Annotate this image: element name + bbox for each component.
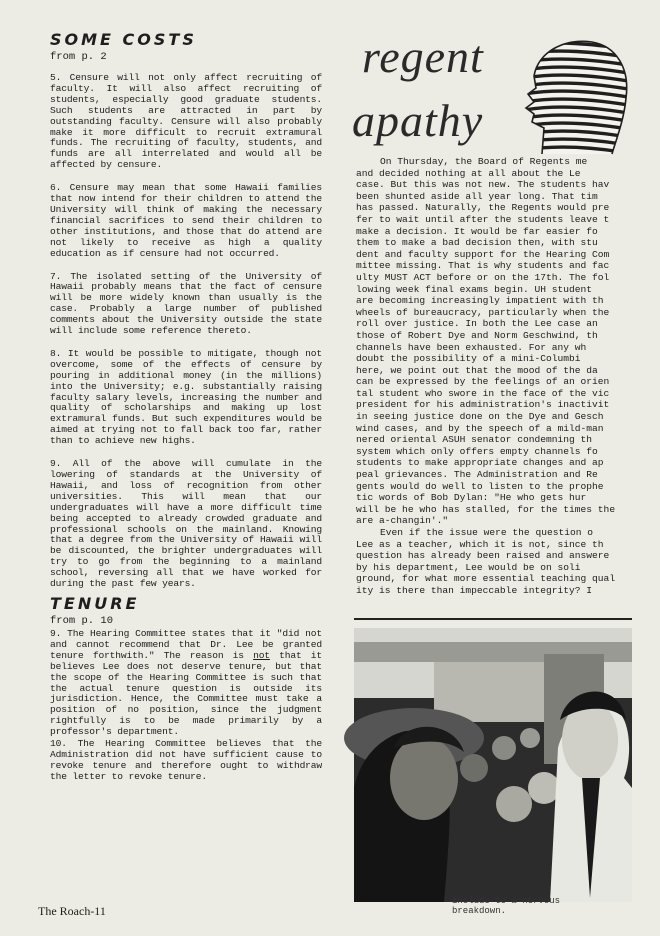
article-line: roll over justice. In both the Lee case an <box>356 318 598 330</box>
tenure-paragraph-9 <box>50 629 322 738</box>
meeting-photograph <box>354 628 632 902</box>
article-line: has passed. Naturally, the Regents would pre <box>356 202 610 214</box>
article-line: in seeing justice done on the Dye and Gesch <box>356 411 604 423</box>
article-line: dent and faculty support for the Hearing Com <box>356 248 610 260</box>
article-line: wind cases, and by the speech of a mild-man <box>356 422 604 434</box>
striped-head-illustration <box>504 36 634 154</box>
article-line: gents would do well to listen to the prophe <box>356 480 604 492</box>
some-costs-heading: SOME COSTS <box>50 30 197 49</box>
article-line: ground, for what more essential teaching qual <box>356 573 616 585</box>
article-line: students to make appropriate changes and ap <box>356 457 604 469</box>
article-line: tic words of Bob Dylan: "He who gets hur <box>356 492 587 504</box>
costs-paragraph-6: 6. Censure may mean that some Hawaii families that now intend for their children to attend the University will think of making the necessary financial sacrifices to send their children to other institutions, and those that do attend are not likely to receive as high a quality education as if censure had not occurred. <box>50 182 322 259</box>
tenure-p9-text-b: that it believes Lee does not deserve tenure, but that the scope of the Hearing Committee is such that the actual tenure question is outside its jurisdiction. Hence, the Committee must take a position of no position, since the judgment rightfully is to be made primarily by a professor's department. <box>50 649 322 738</box>
some-costs-continuation: from p. 2 <box>50 51 107 63</box>
regent-apathy-article <box>356 156 628 597</box>
article-line: make a decision. It would be far easier fo <box>356 225 598 237</box>
tenure-heading: TENURE <box>50 593 140 613</box>
article-line: lowing week final exams begin. UH student <box>356 283 593 295</box>
costs-paragraph-7: 7. The isolated setting of the University of Hawaii probably means that the fact of censure will be more widely known than usually is the case. Probably a large number of published comments about the University outside the state will include some reference thereto. <box>50 270 322 337</box>
article-line: case. But this was not new. The students hav <box>356 179 610 191</box>
article-line: president for his administration's inactivit <box>356 399 610 411</box>
article-line: doubt the possibility of a mini-Columbi <box>356 353 581 365</box>
photo-caption: include to a nervous breakdown. <box>452 896 561 916</box>
article-line: Even if the issue were the question o <box>380 527 594 538</box>
tenure-paragraph-10: 10. The Hearing Committee believes that the Administration did not have sufficient cause to revoke tenure and therefore ought to withdraw the letter to revoke tenure. <box>50 738 322 782</box>
article-line: been shunted aside all year long. That tim <box>356 190 598 202</box>
page-folio: The Roach-11 <box>38 904 106 918</box>
article-line: can be expressed by the feelings of an orien <box>356 376 610 388</box>
article-line: peal grievances. The Administration and Re <box>356 469 598 481</box>
article-line: fer to wait until after the students leave t <box>356 213 610 225</box>
article-line: here, we point out that the mood of the da <box>356 364 598 376</box>
article-line: are a-changin'." <box>356 515 449 527</box>
article-line: those of Robert Dye and Norm Geschwind, th <box>356 329 598 341</box>
article-line: and decided nothing at all about the Le <box>356 167 581 179</box>
left-column <box>50 30 322 784</box>
article-line: nered oriental ASUH senator condemning th <box>356 434 593 446</box>
article-line: Lee as a teacher, which it is not, since th <box>356 538 604 550</box>
article-line: ulty MUST ACT before or on the 17th. The fol <box>356 271 610 283</box>
article-line: wheels of bureaucracy, particularly when the <box>356 306 610 318</box>
article-line: are becoming increasingly impatient with th <box>356 295 604 307</box>
tenure-continuation: from p. 10 <box>50 614 114 627</box>
photo-divider-rule <box>354 618 632 620</box>
costs-paragraph-8: 8. It would be possible to mitigate, though not overcome, some of the effects of censure by pouring in additional money (in the millions) into the University; e.g. substantially raising faculty salary levels, increasing the number and quality of scholarships and making up lost extramural funds. But such expenditures would be aimed at trying not to fall back too far, rather than to achieve new highs. <box>50 347 322 447</box>
article-line: On Thursday, the Board of Regents me <box>380 156 588 167</box>
article-line: question has already been raised and answere <box>356 550 610 562</box>
article-line: will be he who has stalled, for the times the <box>356 503 616 515</box>
title-apathy: apathy <box>352 95 484 146</box>
costs-paragraph-9: 9. All of the above will cumulate in the lowering of standards at the University of Hawaii, and loss of recognition from other universities. This will mean that our undergraduates will have a more difficult time being accepted to already crowded graduate and professional schools on the mainland. Knowing that a degree from the University of Hawaii will be discounted, the brighter undergraduates will try to go from the beginning to a mainland school, reversing all that we have worked for during the past few years. <box>50 458 322 590</box>
tenure-p9-emphasis: not <box>253 649 270 661</box>
article-line: them to make a bad decision then, with stu <box>356 237 598 249</box>
article-line: ity is there than impeccable integrity? I <box>356 584 593 596</box>
article-line: system which only offers empty channels fo <box>356 445 598 457</box>
costs-paragraph-5: 5. Censure will not only affect recruiting of faculty. It will also affect recruiting of students, especially good graduate students. Such students are attracted in part by outstanding faculty. Censure will also probably make it more difficult to recruit extramural funds. The recruiting of faculty, students, and funds are all interrelated and would all be affected by censure. <box>50 72 322 171</box>
right-column <box>352 30 628 597</box>
article-line: by his department, Lee would be on soli <box>356 561 581 573</box>
article-line: channels have been exhausted. For any wh <box>356 341 587 353</box>
article-line: tal student who swore in the face of the vic <box>356 387 610 399</box>
title-regent: regent <box>362 31 484 82</box>
regent-apathy-masthead <box>352 30 628 156</box>
article-line: mittee missing. That is why students and fac <box>356 260 610 272</box>
tenure-p9-text-a: 9. The Hearing Committee states that it "did not and cannot recommend that Dr. Lee be granted tenure forthwith." The reason is <box>50 627 322 661</box>
